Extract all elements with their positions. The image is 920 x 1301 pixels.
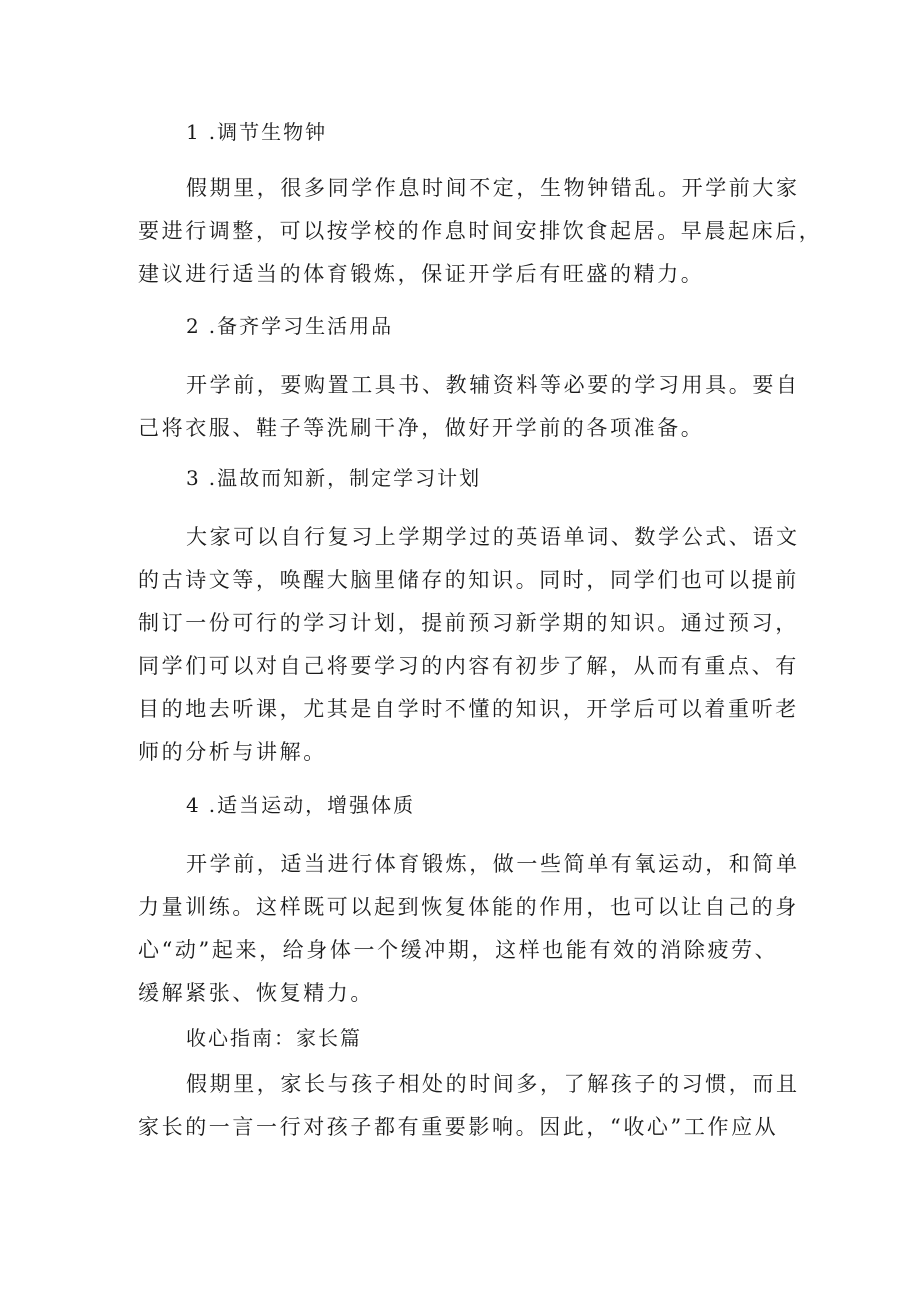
paragraph-line: 师的分析与讲解。	[138, 740, 327, 764]
section-3-number: 3	[186, 466, 201, 490]
paragraph-line: 建议进行适当的体育锻炼，保证开学后有旺盛的精力。	[138, 262, 705, 286]
section-2-number: 2	[186, 314, 201, 338]
paragraph-line: 开学前，要购置工具书、教辅资料等必要的学习用具。要自	[186, 373, 800, 397]
paragraph-line: 缓解紧张、恢复精力。	[138, 981, 374, 1005]
section-1-paragraph	[138, 167, 823, 296]
paragraph-line: 心“动”起来，给身体一个缓冲期，这样也能有效的消除疲劳、	[138, 938, 779, 962]
paragraph-line: 假期里，很多同学作息时间不定，生物钟错乱。开学前大家	[186, 176, 800, 200]
paragraph-line: 己将衣服、鞋子等洗刷干净，做好开学前的各项准备。	[138, 416, 705, 440]
section-3-heading	[186, 464, 481, 492]
section-4-title: .适当运动，增强体质	[208, 793, 416, 817]
paragraph-line: 同学们可以对自己将要学习的内容有初步了解，从而有重点、有	[138, 654, 799, 678]
paragraph-line: 力量训练。这样既可以起到恢复体能的作用，也可以让自己的身	[138, 895, 799, 919]
paragraph-line: 要进行调整，可以按学校的作息时间安排饮食起居。早晨起床后，	[138, 219, 823, 243]
section-4-paragraph	[138, 843, 798, 1015]
paragraph-line: 开学前，适当进行体育锻炼，做一些简单有氧运动，和简单	[186, 852, 800, 876]
section-2-paragraph	[138, 364, 798, 450]
section-4-heading	[186, 791, 415, 819]
paragraph-line: 制订一份可行的学习计划，提前预习新学期的知识。通过预习，	[138, 611, 799, 635]
paragraph-line: 假期里，家长与孩子相处的时间多，了解孩子的习惯，而且	[186, 1072, 800, 1096]
section-1-number: 1	[186, 120, 201, 144]
section-2-title: .备齐学习生活用品	[208, 314, 394, 338]
section-2-heading	[186, 312, 393, 340]
paragraph-line: 目的地去听课，尤其是自学时不懂的知识，开学后可以着重听老	[138, 697, 799, 721]
parent-section-title: 收心指南：家长篇	[186, 1026, 362, 1050]
section-1-heading	[186, 118, 327, 146]
paragraph-line: 的古诗文等，唤醒大脑里储存的知识。同时，同学们也可以提前	[138, 568, 799, 592]
paragraph-line: 大家可以自行复习上学期学过的英语单词、数学公式、语文	[186, 525, 800, 549]
section-3-paragraph	[138, 516, 798, 774]
section-4-number: 4	[186, 793, 201, 817]
section-3-title: .温故而知新，制定学习计划	[208, 466, 482, 490]
parent-section-paragraph	[138, 1063, 798, 1149]
paragraph-line: 家长的一言一行对孩子都有重要影响。因此，“收心”工作应从	[138, 1115, 779, 1139]
parent-section-heading	[186, 1024, 362, 1052]
section-1-title: .调节生物钟	[208, 120, 328, 144]
